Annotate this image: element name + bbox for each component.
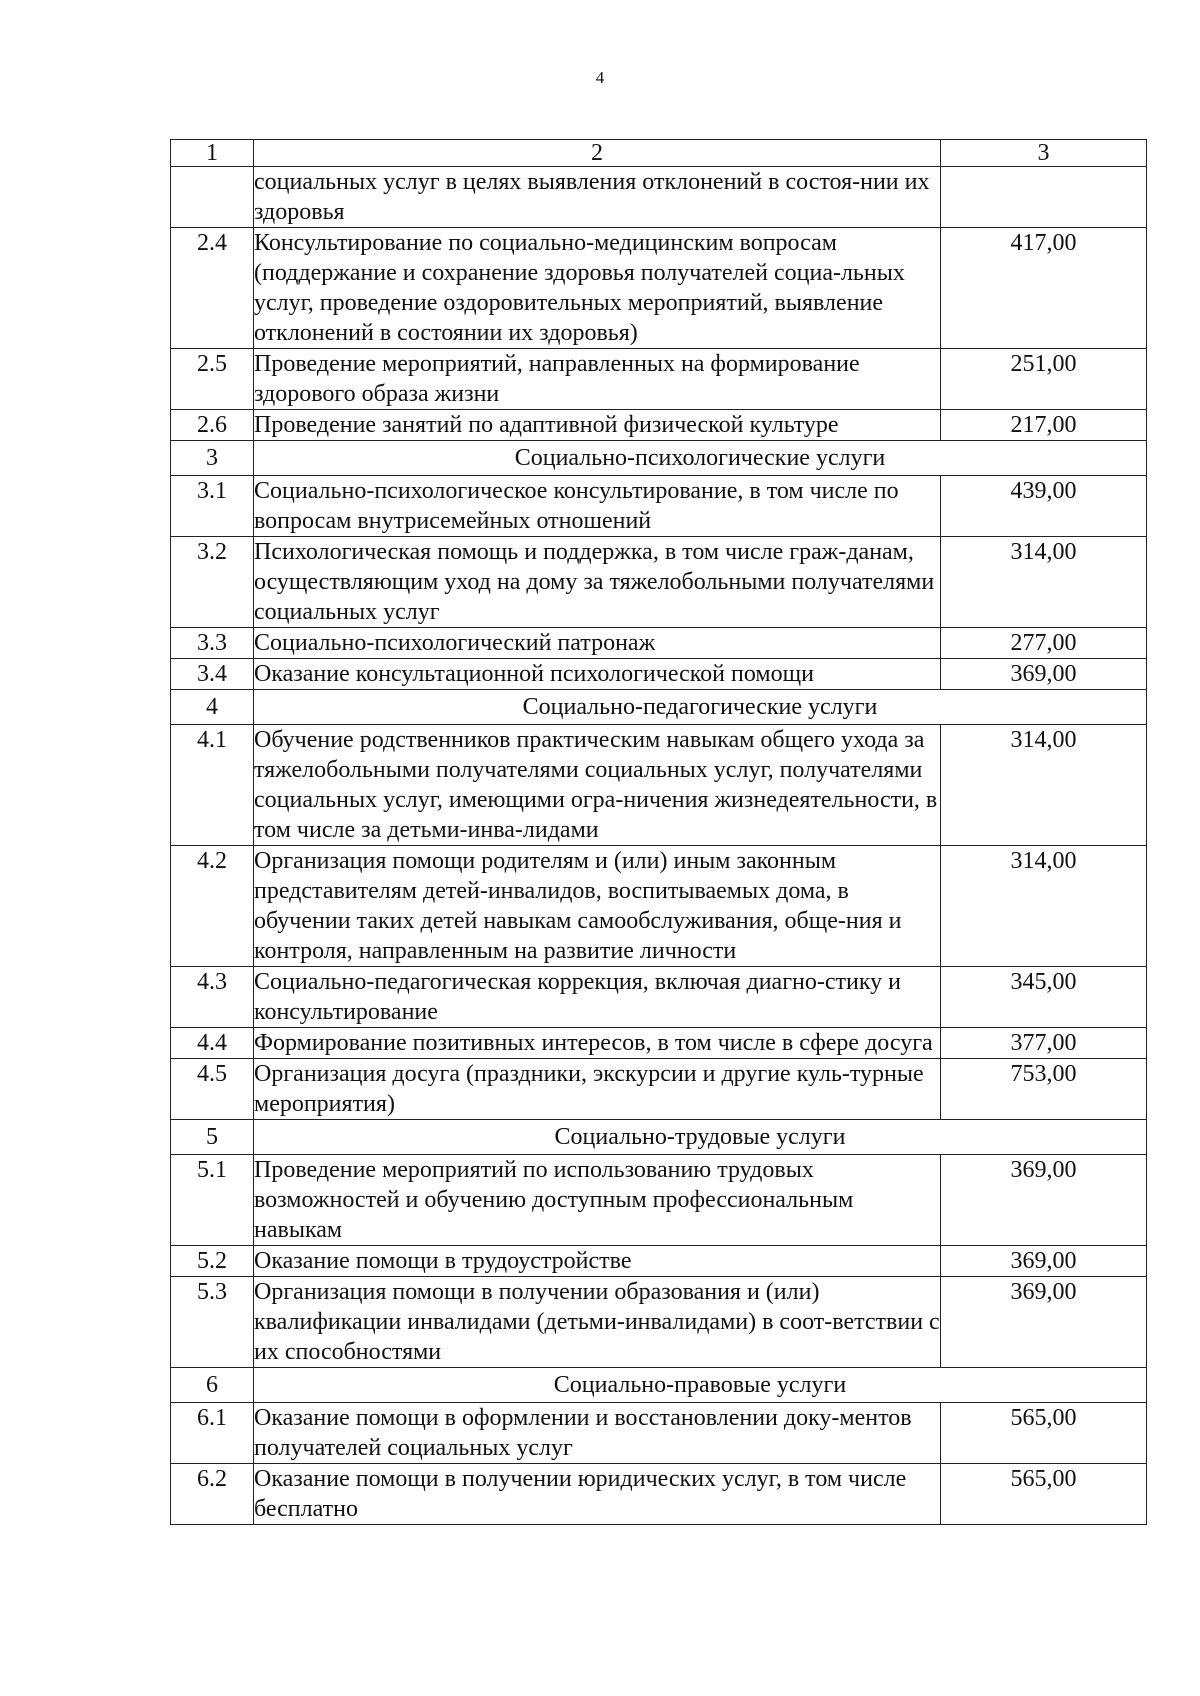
services-price-table — [170, 139, 1147, 1525]
column-header-number: 1 — [171, 140, 254, 167]
section-row — [171, 441, 1147, 476]
service-number: 6.1 — [171, 1403, 254, 1464]
service-description: Проведение мероприятий по использованию трудовых возможностей и обучению доступным профессиональным навыкам — [254, 1155, 941, 1246]
table-row — [171, 537, 1147, 628]
service-number — [171, 167, 254, 228]
table-body — [171, 167, 1147, 1525]
service-description: Психологическая помощь и поддержка, в том числе граж-данам, осуществляющим уход на дому за тяжелобольными получателями социальных услуг — [254, 537, 941, 628]
service-price: 345,00 — [941, 967, 1147, 1028]
table-row — [171, 967, 1147, 1028]
table-row — [171, 1277, 1147, 1368]
service-number: 4.2 — [171, 846, 254, 967]
section-title: Социально-психологические услуги — [254, 441, 1147, 476]
table-header-row — [171, 140, 1147, 167]
service-description: Организация досуга (праздники, экскурсии и другие куль-турные мероприятия) — [254, 1059, 941, 1120]
service-number: 2.5 — [171, 349, 254, 410]
service-number: 5.2 — [171, 1246, 254, 1277]
service-price: 369,00 — [941, 1155, 1147, 1246]
service-number: 6.2 — [171, 1464, 254, 1525]
service-price: 277,00 — [941, 628, 1147, 659]
service-price: 314,00 — [941, 846, 1147, 967]
service-description: Социально-психологическое консультирование, в том числе по вопросам внутрисемейных отношений — [254, 476, 941, 537]
service-price: 369,00 — [941, 1277, 1147, 1368]
service-description: Социально-психологический патронаж — [254, 628, 941, 659]
table-row — [171, 725, 1147, 846]
service-number: 2.6 — [171, 410, 254, 441]
section-row — [171, 1120, 1147, 1155]
table-row — [171, 349, 1147, 410]
column-header-price: 3 — [941, 140, 1147, 167]
table-row — [171, 410, 1147, 441]
section-number: 4 — [171, 690, 254, 725]
service-description: Проведение мероприятий, направленных на формирование здорового образа жизни — [254, 349, 941, 410]
service-number: 4.3 — [171, 967, 254, 1028]
service-price: 753,00 — [941, 1059, 1147, 1120]
service-description: Оказание помощи в получении юридических услуг, в том числе бесплатно — [254, 1464, 941, 1525]
service-number: 4.4 — [171, 1028, 254, 1059]
section-number: 5 — [171, 1120, 254, 1155]
service-description: Оказание помощи в трудоустройстве — [254, 1246, 941, 1277]
service-price — [941, 167, 1147, 228]
service-price: 565,00 — [941, 1403, 1147, 1464]
service-description: Консультирование по социально-медицинским вопросам (поддержание и сохранение здоровья получателей социа-льных услуг, проведение оздоровительных мероприятий, выявление отклонений в состоянии их здоровья) — [254, 228, 941, 349]
service-number: 4.1 — [171, 725, 254, 846]
table-row — [171, 1059, 1147, 1120]
section-title: Социально-трудовые услуги — [254, 1120, 1147, 1155]
service-description: социальных услуг в целях выявления отклонений в состоя-нии их здоровья — [254, 167, 941, 228]
service-description: Формирование позитивных интересов, в том числе в сфере досуга — [254, 1028, 941, 1059]
section-row — [171, 690, 1147, 725]
table-row — [171, 1155, 1147, 1246]
service-number: 5.3 — [171, 1277, 254, 1368]
table-row — [171, 476, 1147, 537]
table-row — [171, 1028, 1147, 1059]
service-price: 369,00 — [941, 659, 1147, 690]
section-title: Социально-педагогические услуги — [254, 690, 1147, 725]
service-number: 3.1 — [171, 476, 254, 537]
service-price: 439,00 — [941, 476, 1147, 537]
table-row — [171, 228, 1147, 349]
table-row — [171, 1403, 1147, 1464]
service-description: Организация помощи родителям и (или) иным законным представителям детей-инвалидов, воспитываемых дома, в обучении таких детей навыкам самообслуживания, обще-ния и контроля, направленным на развитие личности — [254, 846, 941, 967]
service-price: 217,00 — [941, 410, 1147, 441]
table-row — [171, 659, 1147, 690]
table-row — [171, 628, 1147, 659]
service-description: Социально-педагогическая коррекция, включая диагно-стику и консультирование — [254, 967, 941, 1028]
service-number: 3.3 — [171, 628, 254, 659]
service-price: 251,00 — [941, 349, 1147, 410]
table-row — [171, 1464, 1147, 1525]
section-row — [171, 1368, 1147, 1403]
service-description: Оказание помощи в оформлении и восстановлении доку-ментов получателей социальных услуг — [254, 1403, 941, 1464]
service-price: 377,00 — [941, 1028, 1147, 1059]
service-description: Обучение родственников практическим навыкам общего ухода за тяжелобольными получателями социальных услуг, получателями социальных услуг, имеющими огра-ничения жизнедеятельности, в том числе за детьми-инва-лидами — [254, 725, 941, 846]
page-number: 4 — [595, 68, 605, 87]
section-title: Социально-правовые услуги — [254, 1368, 1147, 1403]
service-number: 3.2 — [171, 537, 254, 628]
table-row — [171, 167, 1147, 228]
table-row — [171, 846, 1147, 967]
service-number: 2.4 — [171, 228, 254, 349]
section-number: 3 — [171, 441, 254, 476]
service-price: 417,00 — [941, 228, 1147, 349]
service-price: 369,00 — [941, 1246, 1147, 1277]
service-price: 565,00 — [941, 1464, 1147, 1525]
service-description: Организация помощи в получении образования и (или) квалификации инвалидами (детьми-инвалидами) в соот-ветствии с их способностями — [254, 1277, 941, 1368]
service-price: 314,00 — [941, 537, 1147, 628]
service-number: 3.4 — [171, 659, 254, 690]
service-description: Проведение занятий по адаптивной физической культуре — [254, 410, 941, 441]
table-row — [171, 1246, 1147, 1277]
column-header-service: 2 — [254, 140, 941, 167]
service-price: 314,00 — [941, 725, 1147, 846]
section-number: 6 — [171, 1368, 254, 1403]
service-number: 4.5 — [171, 1059, 254, 1120]
service-description: Оказание консультационной психологической помощи — [254, 659, 941, 690]
service-number: 5.1 — [171, 1155, 254, 1246]
